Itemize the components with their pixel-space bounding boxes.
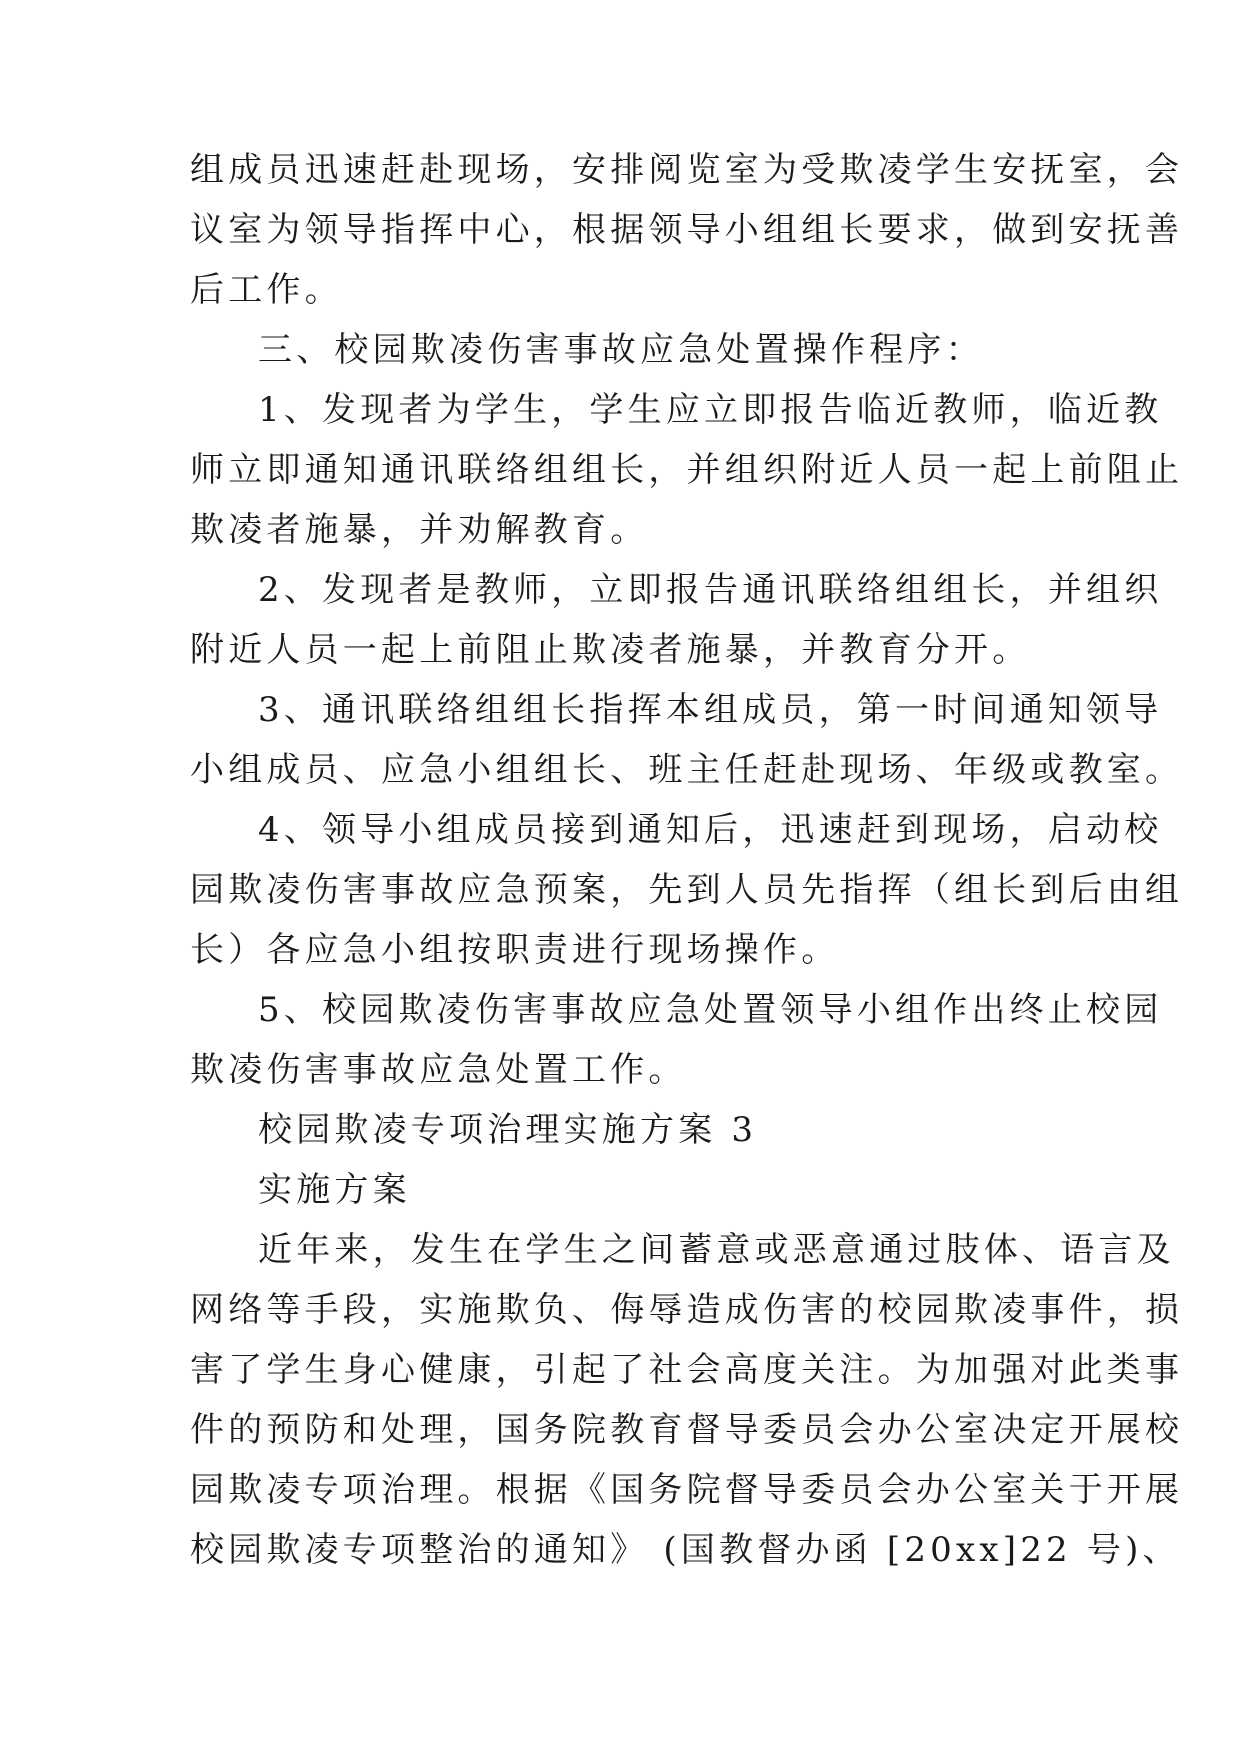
- text-line: 园欺凌专项治理。根据《国务院督导委员会办公室关于开展: [190, 1470, 1184, 1510]
- text-line: 欺凌伤害事故应急处置工作。: [190, 1050, 687, 1090]
- text-line: 1、发现者为学生，学生应立即报告临近教师，临近教: [258, 390, 1163, 430]
- text-line: 4、领导小组成员接到通知后，迅速赶到现场，启动校: [258, 810, 1163, 850]
- text-line: 害了学生身心健康，引起了社会高度关注。为加强对此类事: [190, 1350, 1184, 1390]
- text-line: 园欺凌伤害事故应急预案，先到人员先指挥（组长到后由组: [190, 870, 1184, 910]
- text-line: 2、发现者是教师，立即报告通讯联络组组长，并组织: [258, 570, 1163, 610]
- text-line: 附近人员一起上前阻止欺凌者施暴，并教育分开。: [190, 630, 1031, 670]
- text-line: 小组成员、应急小组组长、班主任赶赴现场、年级或教室。: [190, 750, 1184, 790]
- text-line: 件的预防和处理，国务院教育督导委员会办公室决定开展校: [190, 1410, 1184, 1450]
- text-line: 组成员迅速赶赴现场，安排阅览室为受欺凌学生安抚室，会: [190, 150, 1184, 190]
- section-heading: 实施方案: [258, 1170, 411, 1210]
- section-heading: 三、校园欺凌伤害事故应急处置操作程序：: [258, 330, 984, 370]
- text-line: 长）各应急小组按职责进行现场操作。: [190, 930, 840, 970]
- text-line: 网络等手段，实施欺负、侮辱造成伤害的校园欺凌事件，损: [190, 1290, 1184, 1330]
- text-line: 师立即通知通讯联络组组长，并组织附近人员一起上前阻止: [190, 450, 1184, 490]
- text-line: 5、校园欺凌伤害事故应急处置领导小组作出终止校园: [258, 990, 1163, 1030]
- text-line: 议室为领导指挥中心，根据领导小组组长要求，做到安抚善: [190, 210, 1184, 250]
- text-line: 3、通讯联络组组长指挥本组成员，第一时间通知领导: [258, 690, 1163, 730]
- text-line: 校园欺凌专项整治的通知》 (国教督办函 [20xx]22 号)、: [190, 1530, 1181, 1570]
- document-title: 校园欺凌专项治理实施方案 3: [258, 1110, 758, 1150]
- text-line: 欺凌者施暴，并劝解教育。: [190, 510, 649, 550]
- text-line: 后工作。: [190, 270, 343, 310]
- text-line: 近年来，发生在学生之间蓄意或恶意通过肢体、语言及: [258, 1230, 1175, 1270]
